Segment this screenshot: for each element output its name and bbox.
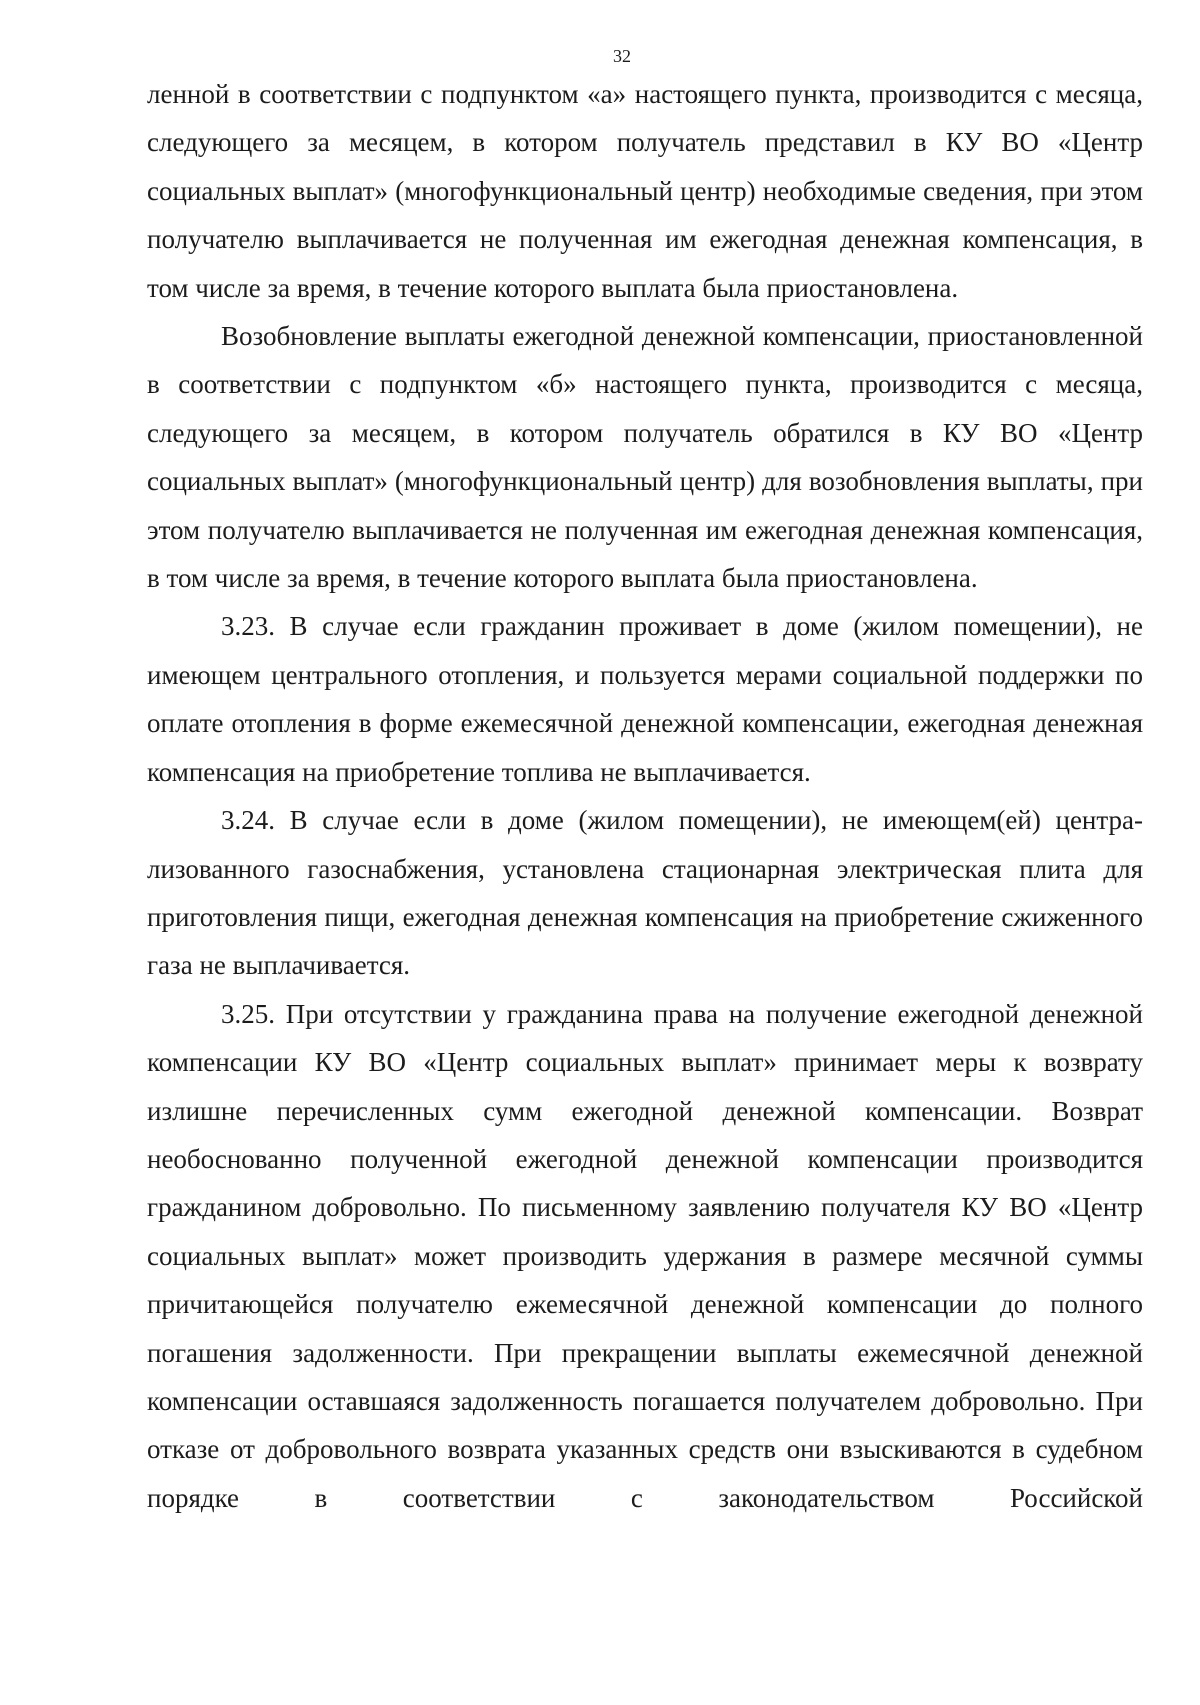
paragraph-continuation: ленной в соответствии с подпунктом «а» настоящего пункта, производится с месяца, следующего за месяцем, в котором получатель представил в КУ ВО «Центр социальных выплат» (многофункциональный центр) необходимые сведения, при этом получателю выплачивается не полученная им ежегодная денежная компенсация, в том числе за время, в течение которого выплата была приостановлена.: [147, 79, 1143, 303]
paragraph-3-24: 3.24. В случае если в доме (жилом помещении), не имеющем(ей) централизованного газоснабжения, установлена стационарная электрическая плита для приготовления пищи, ежегодная денежная компенсация на приобретение сжиженного газа не выплачивается.: [147, 805, 1143, 981]
paragraph-3-23: 3.23. В случае если гражданин проживает в доме (жилом помещении), не имеющем центрального отопления, и пользуется мерами социальной поддержки по оплате отопления в форме ежемесячной денежной компенсации, ежегодная денежная компенсация на приобретение топлива не выплачивается.: [147, 611, 1143, 787]
page-number: 32: [613, 46, 631, 66]
paragraph-resumption: Возобновление выплаты ежегодной денежной компенсации, приостановленной в соответствии с подпунктом «б» настоящего пункта, производится с месяца, следующего за месяцем, в котором получатель обратился в КУ ВО «Центр социальных выплат» (многофункциональный центр) для возобновления выплаты, при этом получателю выплачивается не полученная им ежегодная денежная компенсация, в том числе за время, в течение которого выплата была приостановлена.: [147, 321, 1143, 594]
paragraph-3-25: 3.25. При отсутствии у гражданина права на получение ежегодной денежной компенсации КУ ВО «Центр социальных выплат» принимает меры к возврату излишне перечисленных сумм ежегодной денежной компенсации. Возврат необоснованно полученной ежегодной денежной компенсации производится гражданином добровольно. По письменному заявлению получателя КУ ВО «Центр социальных выплат» может производить удержания в размере месячной суммы причитающейся получателю ежемесячной денежной компенсации до полного погашения задолженности. При прекращении выплаты ежемесячной денежной компенсации оставшаяся задолженность погашается получателем добровольно. При отказе от добровольного возврата указанных средств они взыскиваются в судебном порядке в соответствии с законодательством Российской: [147, 998, 1143, 1513]
document-body: [147, 70, 1143, 1522]
